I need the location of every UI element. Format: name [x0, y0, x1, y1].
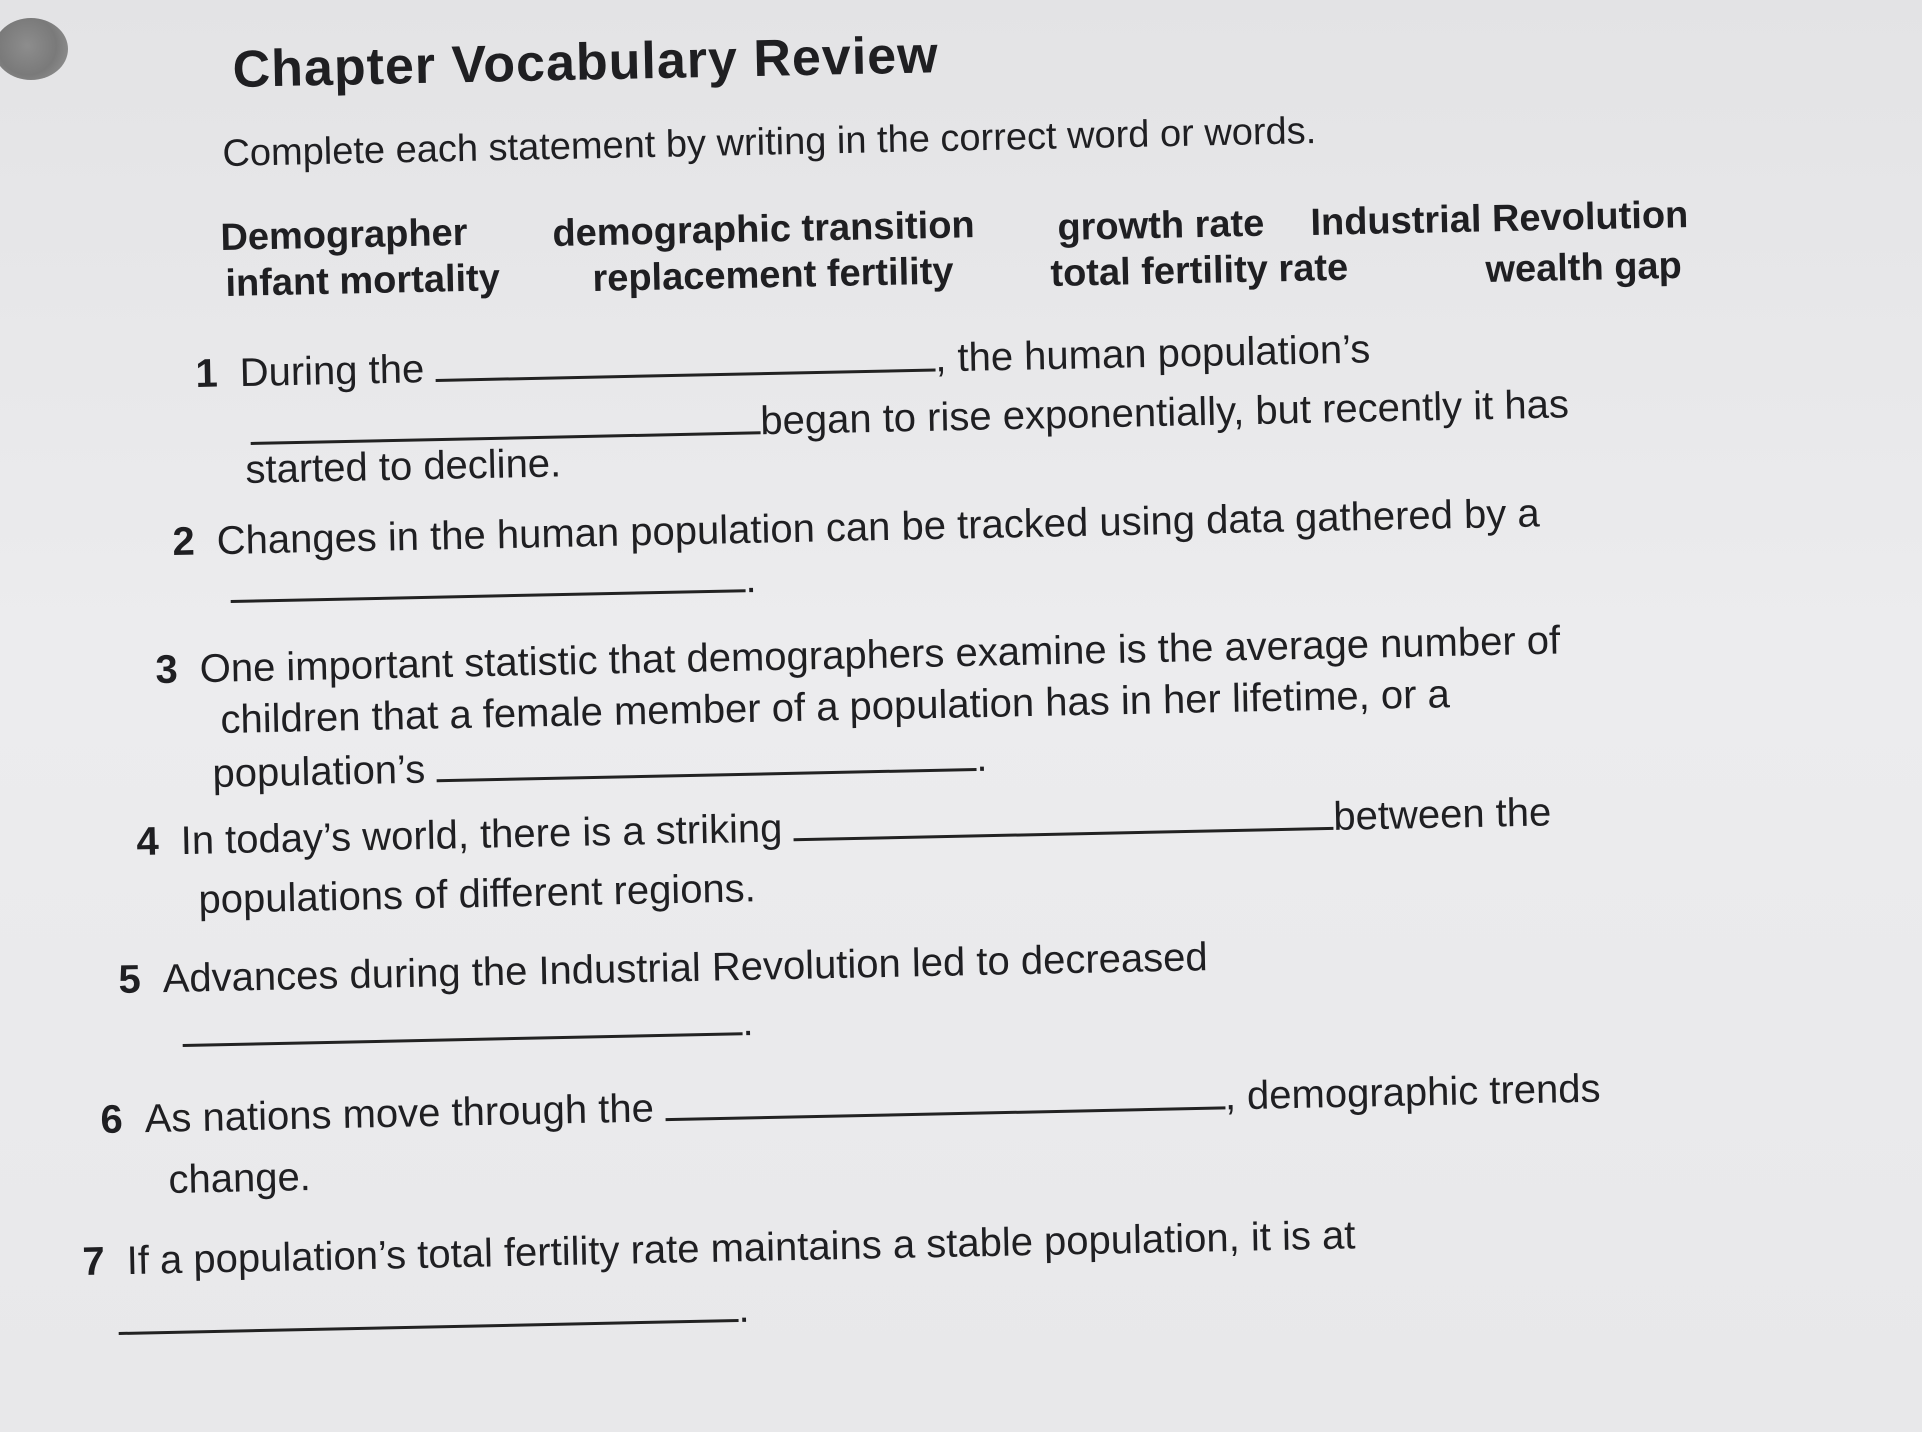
- question-number: 6: [100, 1097, 124, 1142]
- question-text: In today’s world, there is a striking: [180, 806, 783, 864]
- question-line: populations of different regions.: [198, 866, 757, 922]
- question-number: 5: [118, 957, 142, 1002]
- answer-blank[interactable]: [437, 767, 977, 782]
- question-text: , demographic trends: [1224, 1066, 1601, 1119]
- question-line: [136, 790, 1552, 865]
- question-text: If a population’s total fertility rate maintains a stable population, it is at: [126, 1213, 1356, 1284]
- word-bank-item: growth rate: [1057, 202, 1265, 249]
- question-line: [182, 1000, 754, 1057]
- answer-blank[interactable]: [665, 1105, 1225, 1121]
- question-line: [212, 736, 988, 797]
- question-line: [230, 557, 757, 613]
- answer-blank[interactable]: [183, 1031, 743, 1047]
- question-line: [172, 491, 1540, 565]
- question-text: .: [975, 735, 988, 780]
- page-title: Chapter Vocabulary Review: [232, 26, 940, 99]
- answer-blank[interactable]: [231, 588, 746, 603]
- question-number: 2: [172, 519, 196, 564]
- question-text: Advances during the Industrial Revolution led to decreased: [162, 935, 1209, 1002]
- word-bank-item: Industrial Revolution: [1310, 194, 1689, 244]
- word-bank-item: demographic transition: [552, 204, 976, 255]
- question-text: population’s: [212, 747, 426, 796]
- word-bank-item: wealth gap: [1485, 244, 1683, 291]
- question-text: .: [741, 1000, 754, 1045]
- question-number: 1: [195, 351, 219, 396]
- word-bank-item: total fertility rate: [1050, 246, 1349, 295]
- binder-hole: [0, 18, 68, 80]
- question-line: [195, 327, 1371, 397]
- word-bank-item: replacement fertility: [592, 250, 954, 300]
- word-bank-item: Demographer: [220, 211, 468, 259]
- question-line: [118, 1287, 750, 1345]
- question-line: [100, 1067, 1601, 1143]
- question-line: started to decline.: [245, 441, 562, 492]
- question-text: .: [737, 1286, 750, 1332]
- question-text: began to rise exponentially, but recently it has: [759, 382, 1570, 444]
- question-text: between the: [1332, 790, 1552, 839]
- answer-blank[interactable]: [436, 367, 936, 381]
- question-text: , the human population’s: [934, 327, 1371, 381]
- question-text: As nations move through the: [144, 1086, 655, 1142]
- question-line: children that a female member of a population has in her lifetime, or a: [220, 672, 1451, 742]
- question-line: change.: [168, 1155, 312, 1202]
- instructions: Complete each statement by writing in the correct word or words.: [222, 110, 1317, 175]
- question-text: During the: [239, 347, 425, 396]
- answer-blank[interactable]: [794, 826, 1334, 841]
- question-line: [118, 935, 1208, 1003]
- question-text: Changes in the human population can be tracked using data gathered by a: [216, 491, 1541, 564]
- question-number: 7: [82, 1239, 106, 1284]
- answer-blank[interactable]: [119, 1318, 739, 1335]
- word-bank-item: infant mortality: [225, 257, 501, 305]
- question-number: 4: [136, 819, 160, 864]
- question-text: One important statistic that demographers examine is the average number of: [199, 618, 1561, 692]
- question-number: 3: [155, 647, 179, 692]
- question-line: [82, 1213, 1356, 1285]
- question-text: .: [744, 556, 757, 602]
